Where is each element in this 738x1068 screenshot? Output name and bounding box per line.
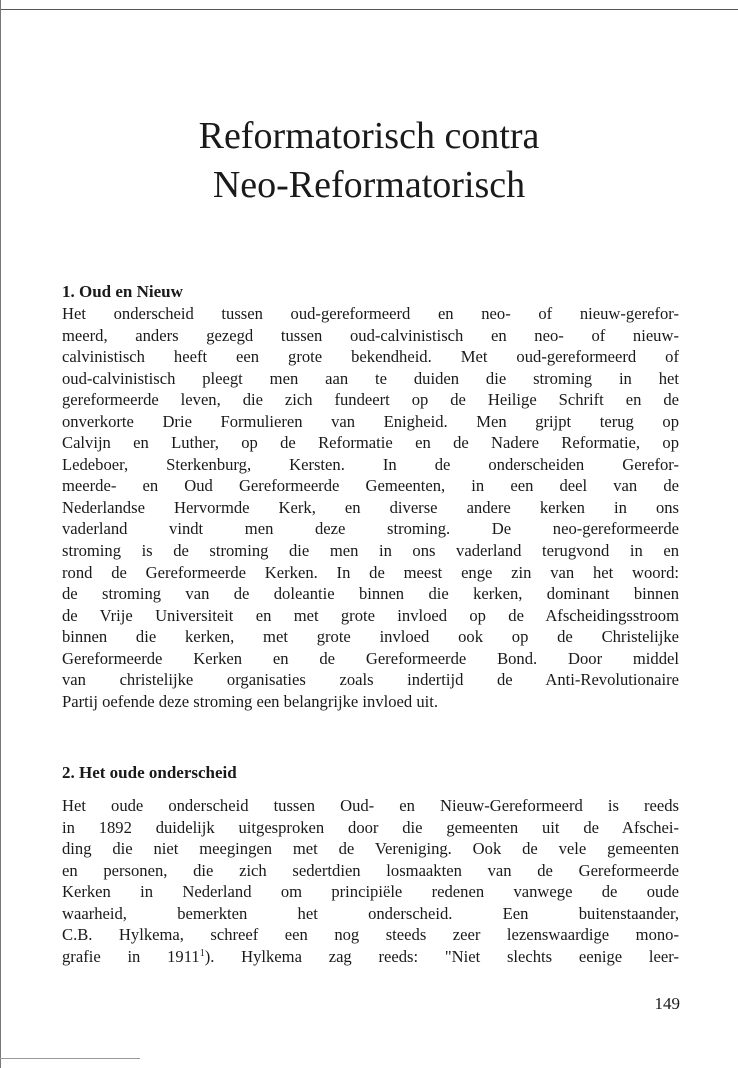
title-line-2: Neo-Reformatorisch xyxy=(212,164,526,206)
section-heading-oud-en-nieuw: 1. Oud en Nieuw xyxy=(62,282,183,301)
footnote-reference[interactable]: 1 xyxy=(199,947,205,959)
text-line: Het oude onderscheid tussen Oud- en Nieuw-Gereformeerd is reeds xyxy=(62,796,679,815)
text-line: ding die niet meegingen met de Vereniging. Ook de vele gemeenten xyxy=(62,839,679,859)
text-line: in 1892 duidelijk uitgesproken door die gemeenten uit de Afschei- xyxy=(62,817,679,837)
text-line: binnen die kerken, met grote invloed ook op de Christelijke xyxy=(62,627,679,647)
title-line-1: Reformatorisch contra xyxy=(198,115,540,157)
text-line: Nederlandse Hervormde Kerk, en diverse andere kerken in ons xyxy=(62,497,679,517)
text-line: Ledeboer, Sterkenburg, Kersten. In de onderscheiden Gerefor- xyxy=(62,454,679,474)
page-title xyxy=(0,112,738,210)
text-line: Calvijn en Luther, op de Reformatie en de Nadere Reformatie, op xyxy=(62,433,679,453)
section-heading-het-oude-onderscheid: 2. Het oude onderscheid xyxy=(62,763,237,782)
text-line: en personen, die zich sedertdien losmaakten van de Gereformeerde xyxy=(62,860,679,880)
text-line: C.B. Hylkema, schreef een nog steeds zeer lezenswaardige mono- xyxy=(62,925,679,945)
text-line: Het onderscheid tussen oud-gereformeerd en neo- of nieuw-gerefor- xyxy=(62,304,679,323)
text-line-with-footnote xyxy=(62,946,679,968)
paragraph-het-oude-onderscheid xyxy=(62,795,679,967)
scan-edge-top xyxy=(0,9,738,10)
text-line: rond de Gereformeerde Kerken. In de meest enge zin van het woord: xyxy=(62,562,679,582)
paragraph-oud-en-nieuw xyxy=(62,303,679,712)
text-line: stroming is de stroming die men in ons vaderland terugvond in en xyxy=(62,541,679,561)
text-line: vaderland vindt men deze stroming. De neo-gereformeerde xyxy=(62,519,679,539)
text-line: onverkorte Drie Formulieren van Enigheid. Men grijpt terug op xyxy=(62,411,679,431)
text-line: Gereformeerde Kerken en de Gereformeerde Bond. Door middel xyxy=(62,648,679,668)
text-line: Partij oefende deze stroming een belangrijke invloed uit. xyxy=(62,691,439,711)
text-line: meerde- en Oud Gereformeerde Gemeenten, in een deel van de xyxy=(62,476,679,496)
text-line: calvinistisch heeft een grote bekendheid. Met oud-gereformeerd of xyxy=(62,347,679,367)
text-line: de Vrije Universiteit en met grote invloed op de Afscheidingsstroom xyxy=(62,605,679,625)
scan-edge-bottom xyxy=(0,1058,140,1059)
line-end: ). Hylkema zag reeds: "Niet slechts eenige leer- xyxy=(204,946,679,966)
text-line: waarheid, bemerkten het onderscheid. Een buitenstaander, xyxy=(62,903,679,923)
text-line: meerd, anders gezegd tussen oud-calvinistisch en neo- of nieuw- xyxy=(62,325,679,345)
line-start: grafie in 1911 xyxy=(62,946,200,966)
text-line: oud-calvinistisch pleegt men aan te duiden die stroming in het xyxy=(62,368,679,388)
page-number: 149 xyxy=(654,994,680,1013)
text-line: van christelijke organisaties zoals indertijd de Anti-Revolutionaire xyxy=(62,670,679,690)
text-line: Kerken in Nederland om principiële redenen vanwege de oude xyxy=(62,882,679,902)
text-line: gereformeerde leven, die zich fundeert op de Heilige Schrift en de xyxy=(62,390,679,410)
text-line: de stroming van de doleantie binnen die kerken, dominant binnen xyxy=(62,584,679,604)
